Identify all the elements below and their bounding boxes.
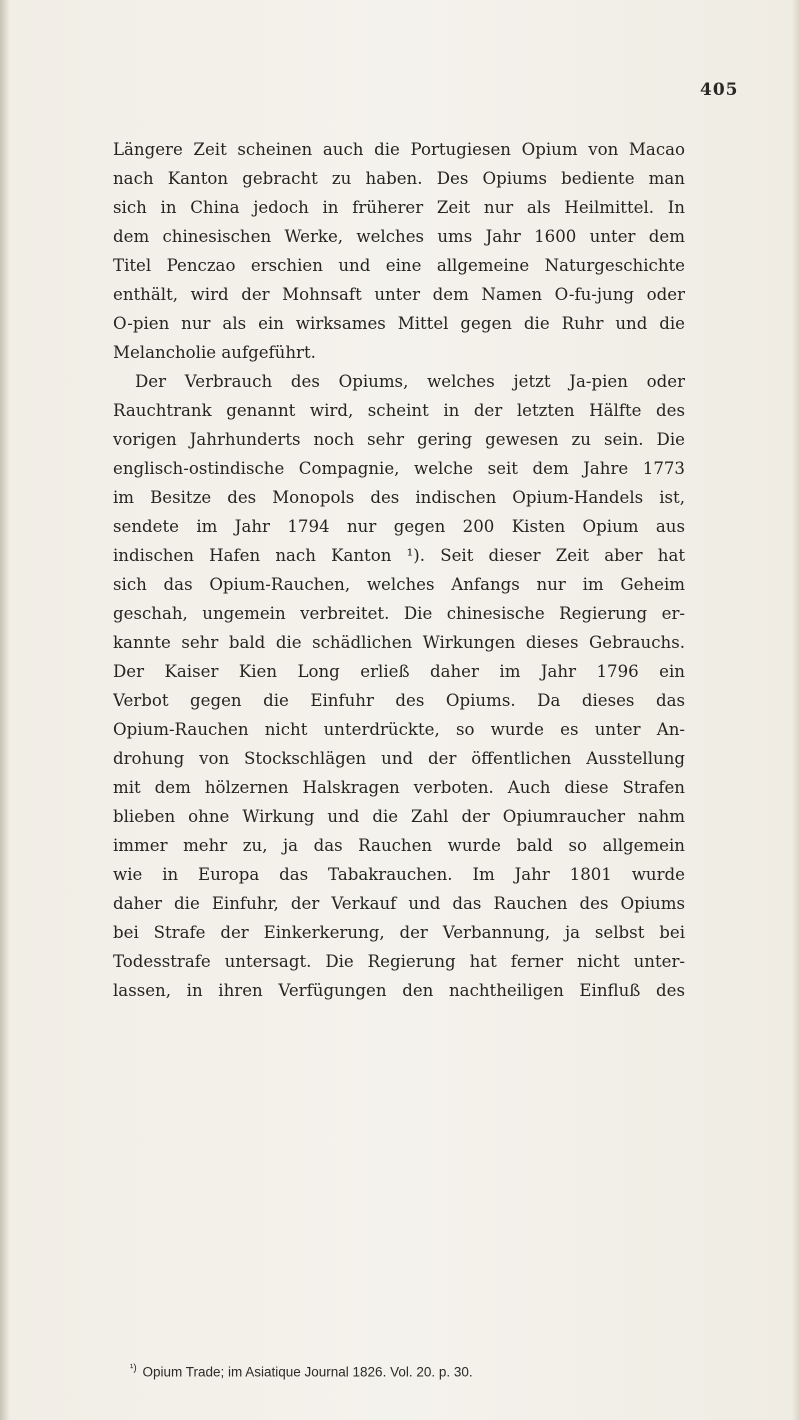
page-edge [792, 0, 800, 1420]
text-line: mit dem hölzernen Halskragen verboten. Auch diese Strafen [113, 778, 685, 797]
text-line: Verbot gegen die Einfuhr des Opiums. Da dieses das [113, 691, 685, 710]
text-line: vorigen Jahrhunderts noch sehr gering gewesen zu sein. Die [113, 430, 685, 449]
page-number: 405 [700, 80, 739, 100]
text-line: daher die Einfuhr, der Verkauf und das Rauchen des Opiums [113, 894, 685, 913]
text-line: indischen Hafen nach Kanton ¹). Seit dieser Zeit aber hat [113, 546, 685, 565]
text-line: dem chinesischen Werke, welches ums Jahr 1600 unter dem [113, 227, 685, 246]
footnote-marker: ¹) [130, 1363, 137, 1374]
footnote-text: Opium Trade; im Asiatique Journal 1826. Vol. 20. p. 30. [142, 1364, 473, 1380]
text-line: Der Kaiser Kien Long erließ daher im Jahr 1796 ein [113, 662, 685, 681]
text-line: geschah, ungemein verbreitet. Die chinesische Regierung er- [113, 604, 685, 623]
text-line: Der Verbrauch des Opiums, welches jetzt Ja-pien oder [135, 372, 685, 391]
text-line: O-pien nur als ein wirksames Mittel gegen die Ruhr und die [113, 314, 685, 333]
text-line: sich das Opium-Rauchen, welches Anfangs nur im Geheim [113, 575, 685, 594]
text-line: Todesstrafe untersagt. Die Regierung hat ferner nicht unter- [113, 952, 685, 971]
text-line: Melancholie aufgeführt. [113, 343, 316, 362]
text-line: bei Strafe der Einkerkerung, der Verbannung, ja selbst bei [113, 923, 685, 942]
text-line: enthält, wird der Mohnsaft unter dem Namen O-fu-jung oder [113, 285, 685, 304]
text-line: immer mehr zu, ja das Rauchen wurde bald so allgemein [113, 836, 685, 855]
text-line: englisch-ostindische Compagnie, welche seit dem Jahre 1773 [113, 459, 685, 478]
text-line: wie in Europa das Tabakrauchen. Im Jahr 1801 wurde [113, 865, 685, 884]
text-line: Längere Zeit scheinen auch die Portugiesen Opium von Macao [113, 140, 685, 159]
text-line: Rauchtrank genannt wird, scheint in der letzten Hälfte des [113, 401, 685, 420]
text-line: kannte sehr bald die schädlichen Wirkungen dieses Gebrauchs. [113, 633, 685, 652]
text-line: sich in China jedoch in früherer Zeit nur als Heilmittel. In [113, 198, 685, 217]
text-line: nach Kanton gebracht zu haben. Des Opiums bediente man [113, 169, 685, 188]
text-line: Opium-Rauchen nicht unterdrückte, so wurde es unter An- [113, 720, 685, 739]
text-line: drohung von Stockschlägen und der öffentlichen Ausstellung [113, 749, 685, 768]
text-line: sendete im Jahr 1794 nur gegen 200 Kisten Opium aus [113, 517, 685, 536]
body-text [113, 135, 685, 1005]
footnote [130, 1363, 473, 1380]
text-line: Titel Penczao erschien und eine allgemeine Naturgeschichte [113, 256, 685, 275]
text-line: lassen, in ihren Verfügungen den nachtheiligen Einfluß des [113, 981, 685, 1000]
text-line: blieben ohne Wirkung und die Zahl der Opiumraucher nahm [113, 807, 685, 826]
page-gutter-shadow [0, 0, 10, 1420]
text-line: im Besitze des Monopols des indischen Opium-Handels ist, [113, 488, 685, 507]
